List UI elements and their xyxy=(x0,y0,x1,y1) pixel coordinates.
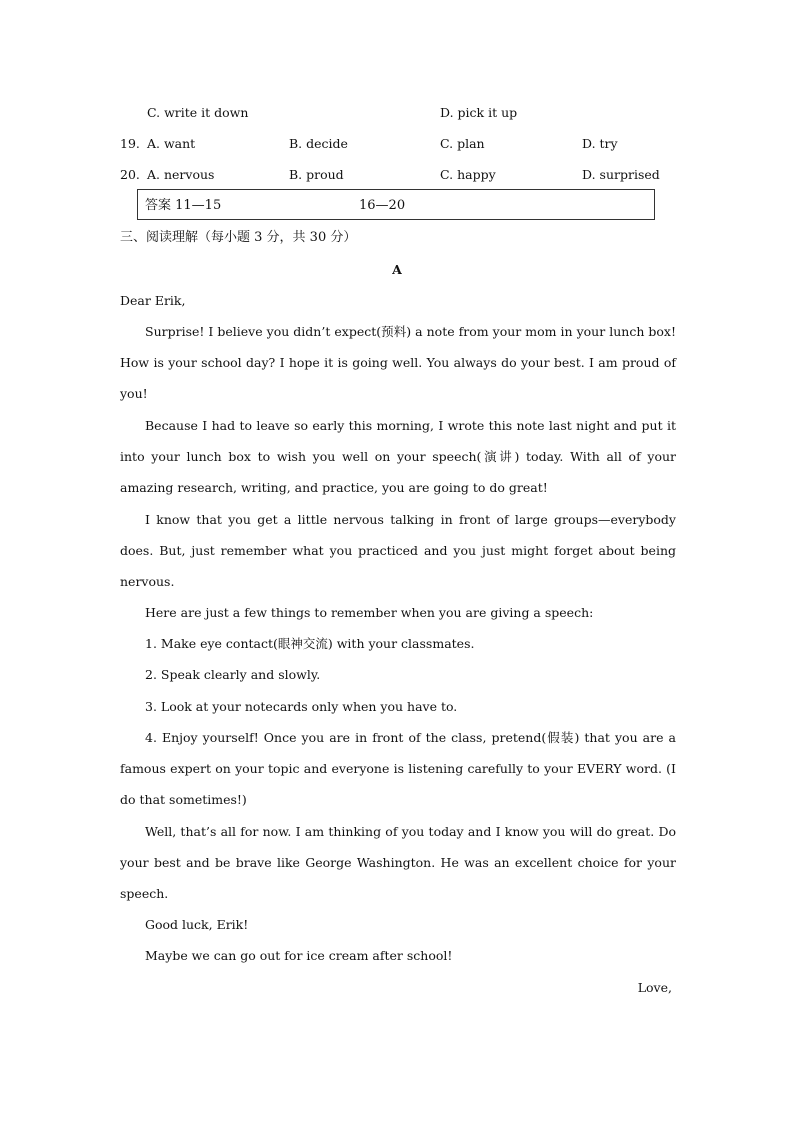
q18-option-d[interactable]: D. pick it up xyxy=(440,105,518,120)
paragraph-5-text: Well, that’s all for now. I am thinking of you today and I know you will do great. Do your best and be brave like George Washington. He was an excellent choice for your speech. xyxy=(120,824,676,902)
paragraph-6-text: Good luck, Erik! xyxy=(145,917,249,932)
tip-1-text: 1. Make eye contact(眼神交流) with your classmates. xyxy=(145,636,475,651)
answer-label-11-15: 答案 11—15 xyxy=(145,198,222,213)
q20-option-a[interactable]: A. nervous xyxy=(147,167,215,182)
paragraph-2 xyxy=(120,410,676,504)
passage-label: A xyxy=(392,262,402,277)
paragraph-7-text: Maybe we can go out for ice cream after school! xyxy=(145,948,453,963)
paragraph-3-text: I know that you get a little nervous talking in front of large groups—everybody does. But, just remember what you practiced and you just might forget about being nervous. xyxy=(120,512,676,590)
paragraph-5 xyxy=(120,816,676,910)
q19-option-d[interactable]: D. try xyxy=(582,136,618,151)
q19-option-b[interactable]: B. decide xyxy=(289,136,348,151)
tip-2 xyxy=(120,659,676,690)
paragraph-4-text: Here are just a few things to remember when you are giving a speech: xyxy=(145,605,594,620)
q18-option-c[interactable]: C. write it down xyxy=(147,105,249,120)
section-title: 三、阅读理解（每小题 3 分，共 30 分） xyxy=(120,230,357,245)
letter-closing: Love, xyxy=(637,980,672,995)
paragraph-2-text: Because I had to leave so early this morning, I wrote this note last night and put it into your lunch box to wish you well on your speech(演讲) today. With all of your amazing research, writing, and practice, you are going to do great! xyxy=(120,418,676,496)
q20-option-d[interactable]: D. surprised xyxy=(582,167,660,182)
answer-box[interactable] xyxy=(137,189,655,220)
paragraph-6 xyxy=(120,909,676,940)
paragraph-1-text: Surprise! I believe you didn’t expect(预料) a note from your mom in your lunch box! How is your school day? I hope it is going well. You always do your best. I am proud of you! xyxy=(120,324,676,402)
q20-option-c[interactable]: C. happy xyxy=(440,167,496,182)
paragraph-7 xyxy=(120,940,676,971)
tip-1 xyxy=(120,628,676,659)
q19-number: 19. xyxy=(120,136,140,151)
q20-number: 20. xyxy=(120,167,140,182)
tip-4-text: 4. Enjoy yourself! Once you are in front of the class, pretend(假装) that you are a famous expert on your topic and everyone is listening carefully to your EVERY word. (I do that sometimes!) xyxy=(120,730,676,808)
paragraph-4 xyxy=(120,597,676,628)
q19-option-a[interactable]: A. want xyxy=(147,136,196,151)
tip-2-text: 2. Speak clearly and slowly. xyxy=(145,667,321,682)
answer-label-16-20: 16—20 xyxy=(359,198,406,213)
letter-greeting: Dear Erik, xyxy=(120,293,186,308)
q19-option-c[interactable]: C. plan xyxy=(440,136,485,151)
tip-3 xyxy=(120,691,676,722)
paragraph-1 xyxy=(120,316,676,410)
tip-4 xyxy=(120,722,676,816)
tip-3-text: 3. Look at your notecards only when you have to. xyxy=(145,699,458,714)
paragraph-3 xyxy=(120,504,676,598)
q20-option-b[interactable]: B. proud xyxy=(289,167,344,182)
